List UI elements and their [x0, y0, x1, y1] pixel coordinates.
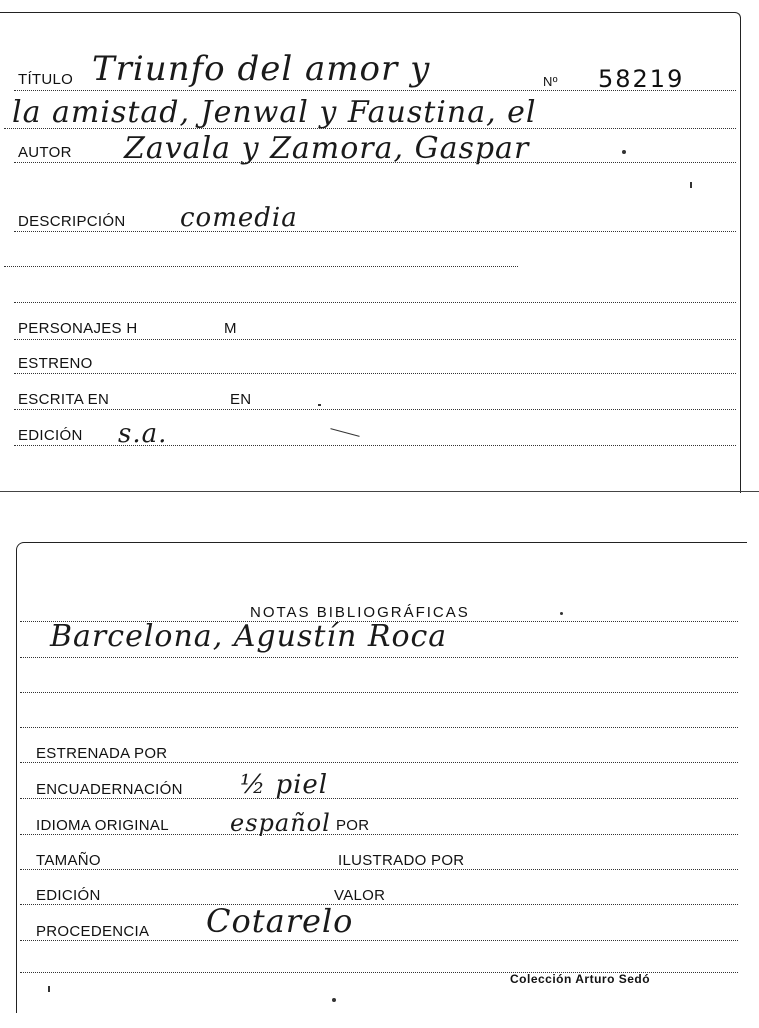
idioma-label: IDIOMA ORIGINAL: [36, 817, 169, 834]
rule-autor: [14, 162, 736, 163]
rule-idioma: [20, 834, 738, 835]
rule-tamano: [20, 869, 738, 870]
autor-value: Zavala y Zamora, Gaspar: [124, 131, 530, 166]
procedencia-value: Cotarelo: [206, 902, 354, 940]
titulo-label: TÍTULO: [18, 71, 74, 88]
encuadernacion-value: ½ piel: [240, 770, 329, 800]
rule-notas-3: [20, 692, 738, 693]
rule-encuadernacion: [20, 798, 738, 799]
numero-label: Nº: [543, 74, 558, 89]
rule-notas-2: [20, 657, 738, 658]
stray-mark: [48, 986, 50, 992]
rule-notas-4: [20, 727, 738, 728]
stray-mark: [560, 612, 563, 615]
estreno-label: ESTRENO: [18, 355, 93, 372]
rule-estreno: [14, 373, 736, 374]
edicion-label: EDICIÓN: [18, 427, 83, 444]
rule-descripcion-3: [14, 302, 736, 303]
valor-label: VALOR: [334, 887, 386, 904]
numero-value: 58219: [598, 65, 685, 93]
descripcion-label: DESCRIPCIÓN: [18, 213, 126, 230]
personajes-label: PERSONAJES H: [18, 320, 138, 337]
coleccion-footer: Colección Arturo Sedó: [510, 972, 651, 986]
estrenada-label: ESTRENADA POR: [36, 745, 168, 762]
personajes-m-label: M: [224, 320, 237, 337]
en-label: EN: [230, 391, 252, 408]
encuadernacion-label: ENCUADERNACIÓN: [36, 781, 183, 798]
tamano-label: TAMAÑO: [36, 852, 101, 869]
stray-mark: [622, 150, 626, 154]
rule-escrita: [14, 409, 736, 410]
edicion-back-label: EDICIÓN: [36, 887, 101, 904]
rule-descripcion: [14, 231, 736, 232]
ilustrado-label: ILUSTRADO POR: [338, 852, 465, 869]
autor-label: AUTOR: [18, 144, 72, 161]
procedencia-label: PROCEDENCIA: [36, 923, 150, 940]
titulo-value-line1: Triunfo del amor y: [92, 49, 431, 89]
rule-estrenada: [20, 762, 738, 763]
notas-heading: NOTAS BIBLIOGRÁFICAS: [250, 604, 470, 621]
rule-descripcion-2: [4, 266, 518, 267]
rule-edicion-back: [20, 904, 738, 905]
rule-personajes: [14, 339, 736, 340]
card-separator: [0, 491, 759, 492]
stray-mark: [332, 998, 336, 1002]
idioma-value: español: [230, 809, 331, 837]
stray-mark: [690, 182, 692, 188]
descripcion-value: comedia: [180, 203, 298, 233]
stray-mark: [318, 404, 321, 406]
titulo-value-line2: la amistad, Jenwal y Faustina, el: [12, 95, 537, 130]
idioma-por-label: POR: [336, 817, 370, 834]
rule-procedencia: [20, 940, 738, 941]
escrita-label: ESCRITA EN: [18, 391, 110, 408]
rule-titulo: [14, 90, 736, 91]
rule-edicion: [14, 445, 736, 446]
rule-titulo-2: [4, 128, 736, 129]
notas-value: Barcelona, Agustín Roca: [50, 619, 448, 654]
edicion-value: s.a.: [118, 419, 168, 449]
